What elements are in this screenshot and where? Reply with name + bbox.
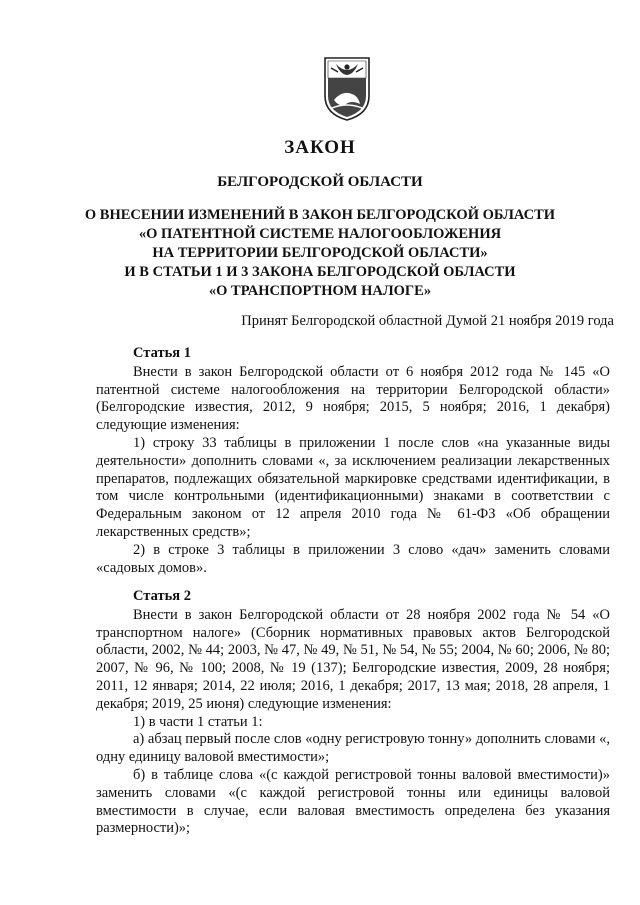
article-paragraph: 1) строку 33 таблицы в приложении 1 после слов «на указанные виды деятельности» дополнить словами «, за исключением реализации лекарственных препаратов, подлежащих обязательной маркировке средствами идентификации, в том числе контрольными (идентификационными) знаками в соответствии с Федеральным законом от 12 апреля 2010 года № 61-ФЗ «Об обращении лекарственных средств»; (96, 434, 610, 540)
article-paragraph: а) абзац первый после слов «одну регистровую тонну» дополнить словами «, одну единицу валовой вместимости»; (96, 731, 610, 766)
article-2-title: Статья 2 (133, 588, 191, 604)
article-1 (96, 345, 610, 577)
adoption-date-line: Принят Белгородской областной Думой 21 ноября 2019 года (241, 313, 614, 329)
subtitle-line: «О ТРАНСПОРТНОМ НАЛОГЕ» (208, 283, 432, 299)
article-paragraph: 1) в части 1 статьи 1: (133, 713, 263, 730)
document-title: ЗАКОН (284, 137, 356, 158)
belgorod-coat-of-arms-icon (322, 56, 372, 122)
article-paragraph: Внести в закон Белгородской области от 28 ноября 2002 года № 54 «О транспортном налоге» (Сборник нормативных правовых актов Белгородской области, 2002, № 44; 2003, № 47, № 49, № 51, № 54, № 55; 2004, № 60; 2006, № 80; 2007, № 96, № 100; 2008, № 19 (137); Белгородские известия, 2009, 28 ноября; 2011, 12 января; 2014, 22 июля; 2016, 1 декабря; 2017, 13 мая; 2018, 28 апреля, 1 декабря; 2019, 25 июня) следующие изменения: (96, 606, 610, 712)
subtitle-line: НА ТЕРРИТОРИИ БЕЛГОРОДСКОЙ ОБЛАСТИ» (152, 245, 488, 261)
subtitle-line: О ВНЕСЕНИИ ИЗМЕНЕНИЙ В ЗАКОН БЕЛГОРОДСКОЙ ОБЛАСТИ (84, 207, 556, 223)
subtitle-line: И В СТАТЬИ 1 И 3 ЗАКОНА БЕЛГОРОДСКОЙ ОБЛАСТИ (124, 264, 516, 280)
article-paragraph: Внести в закон Белгородской области от 6 ноября 2012 года № 145 «О патентной системе налогообложения на территории Белгородской области» (Белгородские известия, 2012, 9 ноября; 2015, 5 ноября; 2016, 1 декабря) следующие изменения: (96, 363, 610, 434)
article-2 (96, 588, 610, 838)
article-1-title: Статья 1 (133, 345, 191, 361)
document-region: БЕЛГОРОДСКОЙ ОБЛАСТИ (217, 174, 423, 190)
subtitle-line: «О ПАТЕНТНОЙ СИСТЕМЕ НАЛОГООБЛОЖЕНИЯ (138, 226, 502, 242)
article-paragraph: б) в таблице слова «(с каждой регистровой тонны валовой вместимости)» заменить словами «(с каждой регистровой тонны или единицы валовой вместимости в случае, если валовая вместимость определена без указания размерности)»; (96, 766, 610, 837)
article-paragraph: 2) в строке 3 таблицы в приложении 3 слово «дач» заменить словами «садовых домов». (96, 541, 610, 576)
